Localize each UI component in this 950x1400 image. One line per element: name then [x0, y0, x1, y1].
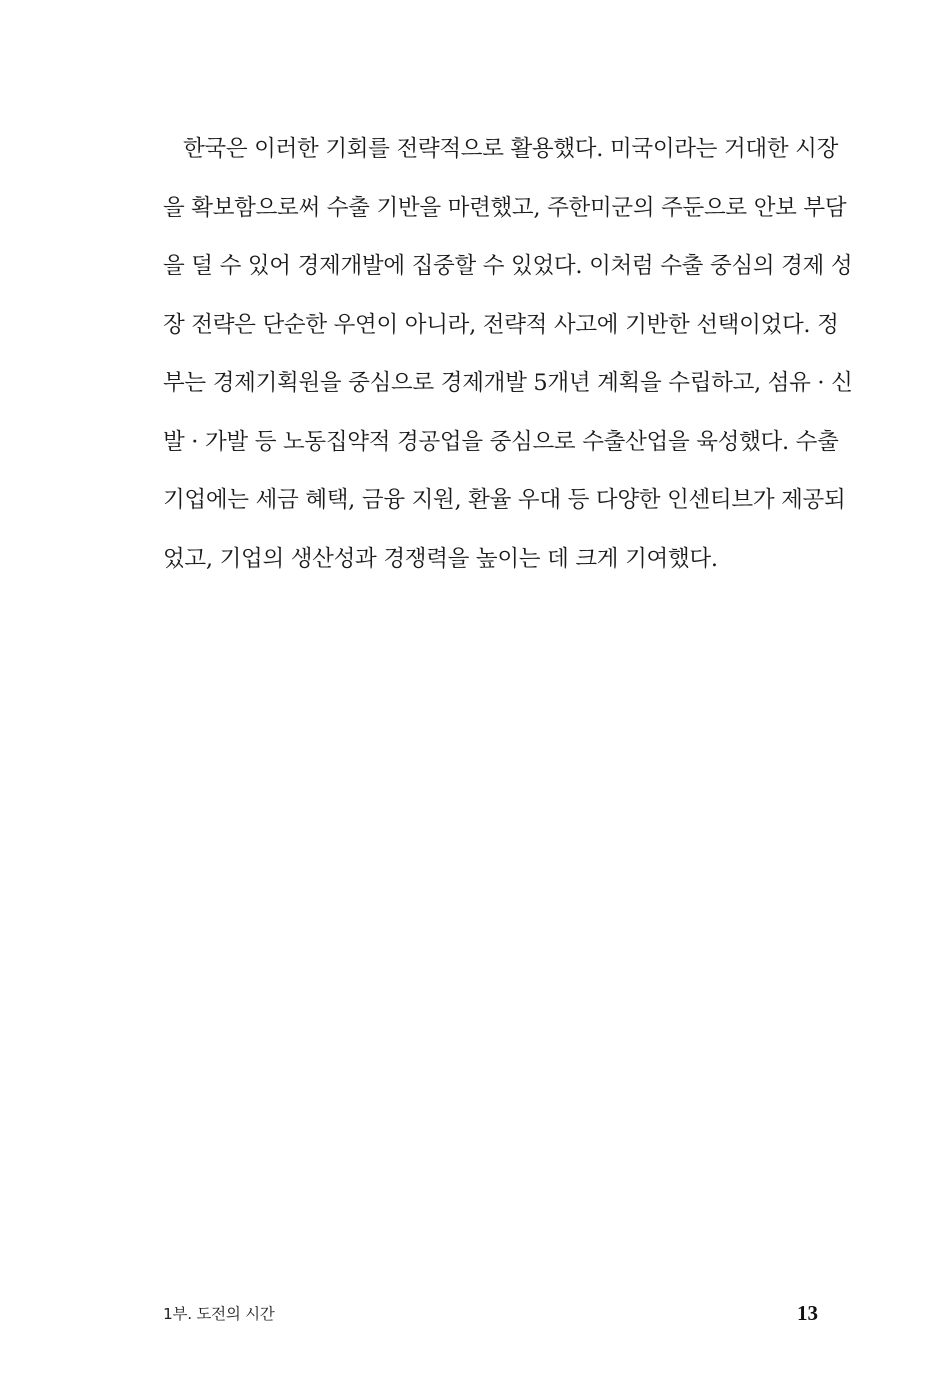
paragraph-line: 었고, 기업의 생산성과 경쟁력을 높이는 데 크게 기여했다. — [163, 545, 718, 572]
body-paragraph — [163, 127, 853, 595]
paragraph-line: 기업에는 세금 혜택, 금융 지원, 환율 우대 등 다양한 인센티브가 제공되 — [163, 487, 846, 513]
paragraph-line: 을 덜 수 있어 경제개발에 집중할 수 있었다. 이처럼 수출 중심의 경제 성 — [163, 253, 853, 279]
page-number: 13 — [797, 1301, 818, 1325]
paragraph-line: 한국은 이러한 기회를 전략적으로 활용했다. 미국이라는 거대한 시장 — [183, 136, 838, 162]
paragraph-line: 을 확보함으로써 수출 기반을 마련했고, 주한미군의 주둔으로 안보 부담 — [163, 194, 847, 221]
paragraph-line: 부는 경제기획원을 중심으로 경제개발 5개년 계획을 수립하고, 섬유 · 신 — [163, 370, 853, 396]
paragraph-line: 장 전략은 단순한 우연이 아니라, 전략적 사고에 기반한 선택이었다. 정 — [163, 311, 839, 338]
running-footer-section-title: 1부. 도전의 시간 — [163, 1305, 275, 1323]
paragraph-line: 발 · 가발 등 노동집약적 경공업을 중심으로 수출산업을 육성했다. 수출 — [163, 428, 839, 455]
